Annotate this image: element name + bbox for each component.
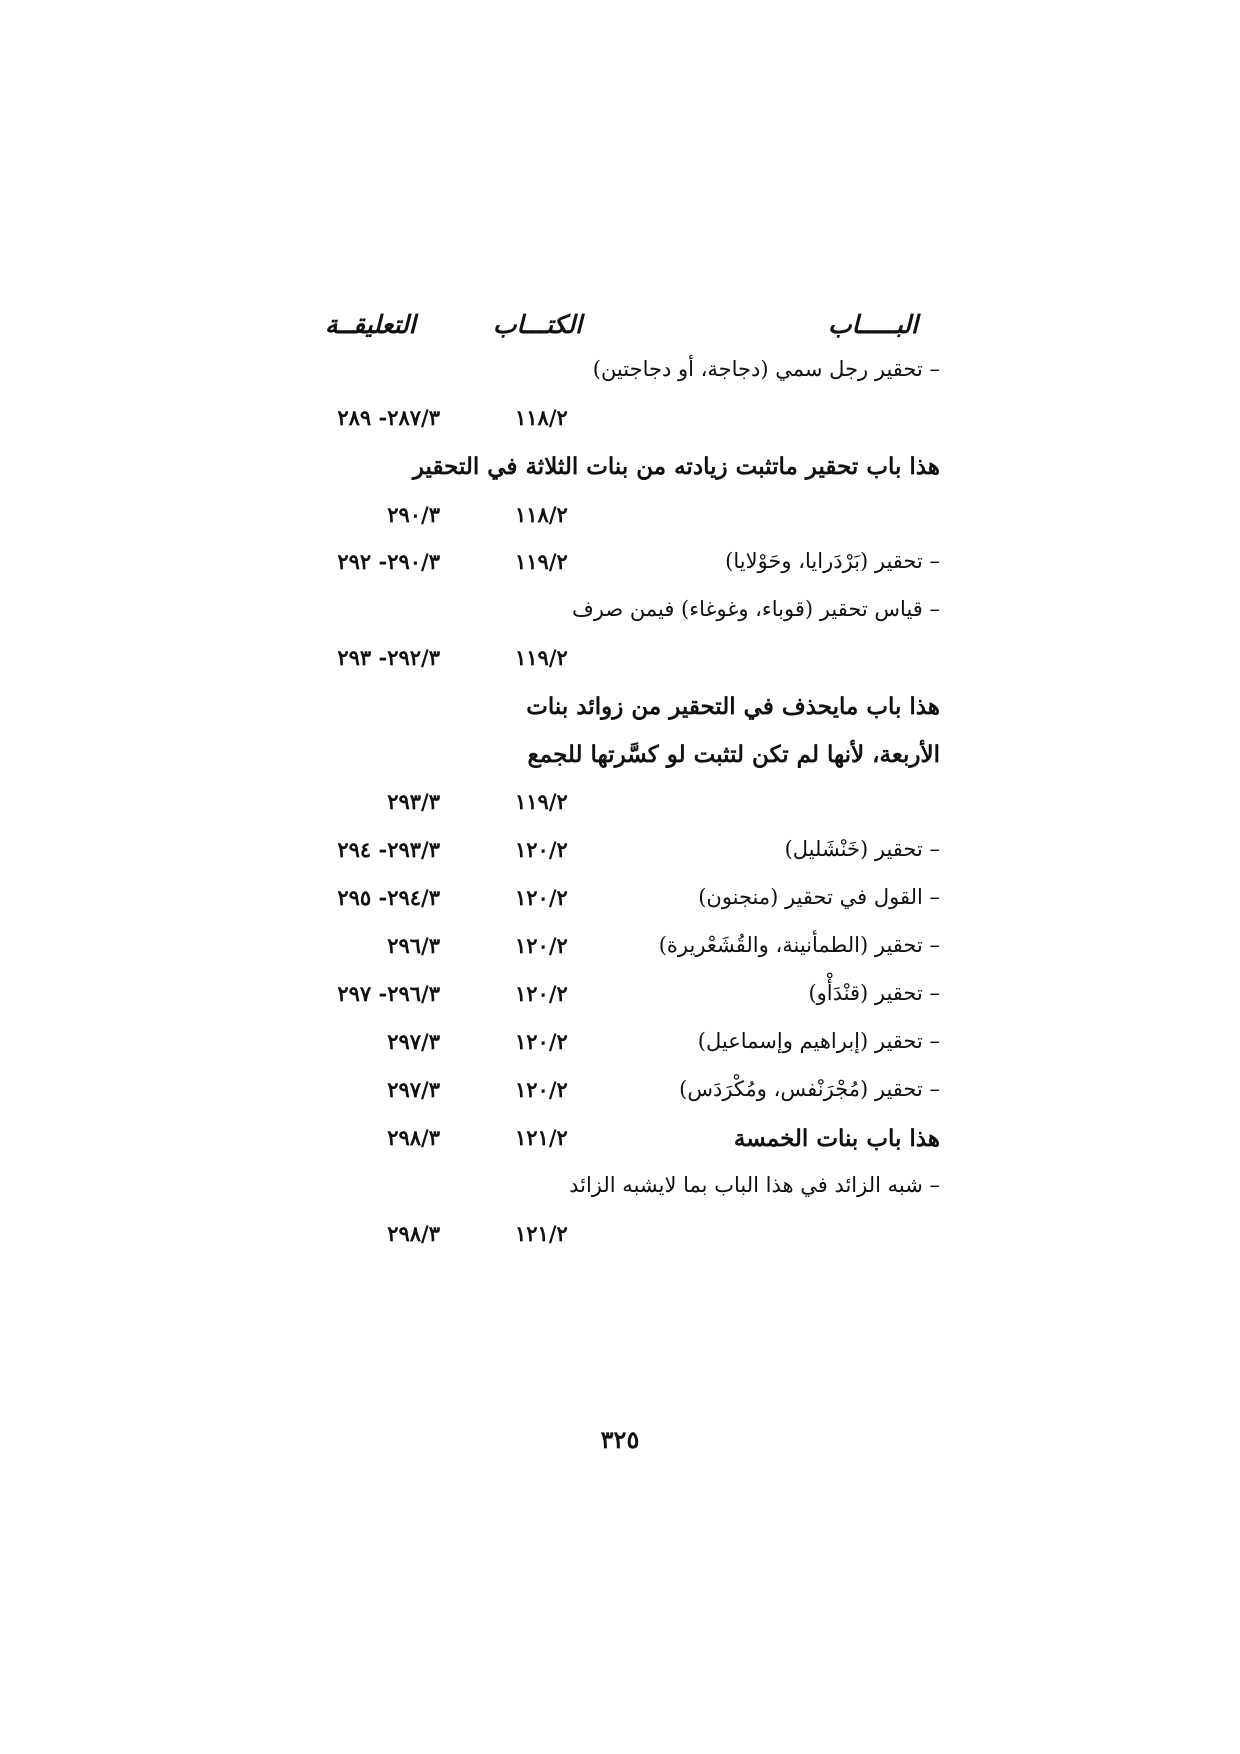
index-row <box>0 789 1240 835</box>
page-number: ٣٢٥ <box>600 1425 640 1454</box>
commentary-reference: ٢٩٧/٣ <box>387 1077 440 1102</box>
index-row <box>0 933 1240 979</box>
entry-title: – تحقير (بَرْدَرايا، وحَوْلايا) <box>725 549 940 573</box>
index-row <box>0 693 1240 739</box>
book-reference: ١٢١/٢ <box>515 1221 568 1246</box>
entry-title: – تحقير (الطمأنينة، والقُشَعْريرة) <box>658 933 940 957</box>
index-row <box>0 1221 1240 1267</box>
index-row <box>0 885 1240 931</box>
chapter-heading: هذا باب مايحذف في التحقير من زوائد بنات <box>526 693 940 720</box>
commentary-reference: ٢٩٣/٣ <box>387 789 440 814</box>
book-reference: ١١٩/٢ <box>515 549 568 574</box>
index-row <box>0 549 1240 595</box>
index-row <box>0 1077 1240 1123</box>
commentary-reference: ٢٩٤/٣- ٢٩٥ <box>337 885 440 910</box>
index-row <box>0 645 1240 691</box>
index-row <box>0 597 1240 643</box>
commentary-reference: ٢٩٦/٣ <box>387 933 440 958</box>
index-row <box>0 1029 1240 1075</box>
book-reference: ١٢٠/٢ <box>515 933 568 958</box>
entry-title: – قياس تحقير (قوباء، وغوغاء) فيمن صرف <box>572 597 940 621</box>
entry-title: – شبه الزائد في هذا الباب بما لايشبه الزائد <box>569 1173 940 1197</box>
book-reference: ١٢٠/٢ <box>515 981 568 1006</box>
index-row <box>0 453 1240 499</box>
commentary-reference: ٢٩٦/٣- ٢٩٧ <box>337 981 440 1006</box>
chapter-heading: هذا باب بنات الخمسة <box>733 1125 940 1152</box>
entry-title: – تحقير (إبراهيم وإسماعيل) <box>697 1029 940 1053</box>
book-reference: ١٢١/٢ <box>515 1125 568 1150</box>
index-row <box>0 837 1240 883</box>
commentary-reference: ٢٩٨/٣ <box>387 1125 440 1150</box>
commentary-reference: ٢٨٧/٣- ٢٨٩ <box>337 405 440 430</box>
entry-title: – القول في تحقير (منجنون) <box>698 885 940 909</box>
commentary-reference: ٢٩٨/٣ <box>387 1221 440 1246</box>
header-chapter: البـــــاب <box>828 310 918 339</box>
index-row <box>0 741 1240 787</box>
commentary-reference: ٢٩٢/٣- ٢٩٣ <box>337 645 440 670</box>
commentary-reference: ٢٩٧/٣ <box>387 1029 440 1054</box>
book-reference: ١١٩/٢ <box>515 789 568 814</box>
commentary-reference: ٢٩٣/٣- ٢٩٤ <box>337 837 440 862</box>
index-row <box>0 1173 1240 1219</box>
commentary-reference: ٢٩٠/٣ <box>387 502 440 527</box>
book-reference: ١١٨/٢ <box>515 405 568 430</box>
entry-title: – تحقير (خَنْشَليل) <box>784 837 940 861</box>
index-row <box>0 981 1240 1027</box>
header-book: الكتـــاب <box>493 310 583 339</box>
entry-title: – تحقير (قنْدَأْو) <box>808 981 940 1005</box>
index-row <box>0 502 1240 548</box>
index-row <box>0 405 1240 451</box>
book-reference: ١٢٠/٢ <box>515 837 568 862</box>
chapter-heading: هذا باب تحقير ماتثبت زيادته من بنات الثلاثة في التحقير <box>412 453 940 480</box>
book-reference: ١٢٠/٢ <box>515 1029 568 1054</box>
chapter-heading: الأربعة، لأنها لم تكن لتثبت لو كسَّرتها للجمع <box>527 741 940 768</box>
commentary-reference: ٢٩٠/٣- ٢٩٢ <box>337 549 440 574</box>
entry-title: – تحقير (مُجْرَنْفس، ومُكْرَدَس) <box>679 1077 940 1101</box>
book-reference: ١١٨/٢ <box>515 502 568 527</box>
book-reference: ١٢٠/٢ <box>515 1077 568 1102</box>
book-reference: ١٢٠/٢ <box>515 885 568 910</box>
index-row <box>0 1125 1240 1171</box>
entry-title: – تحقير رجل سمي (دجاجة، أو دجاجتين) <box>592 357 940 381</box>
book-reference: ١١٩/٢ <box>515 645 568 670</box>
index-row <box>0 357 1240 403</box>
header-commentary: التعليقــة <box>325 310 416 339</box>
